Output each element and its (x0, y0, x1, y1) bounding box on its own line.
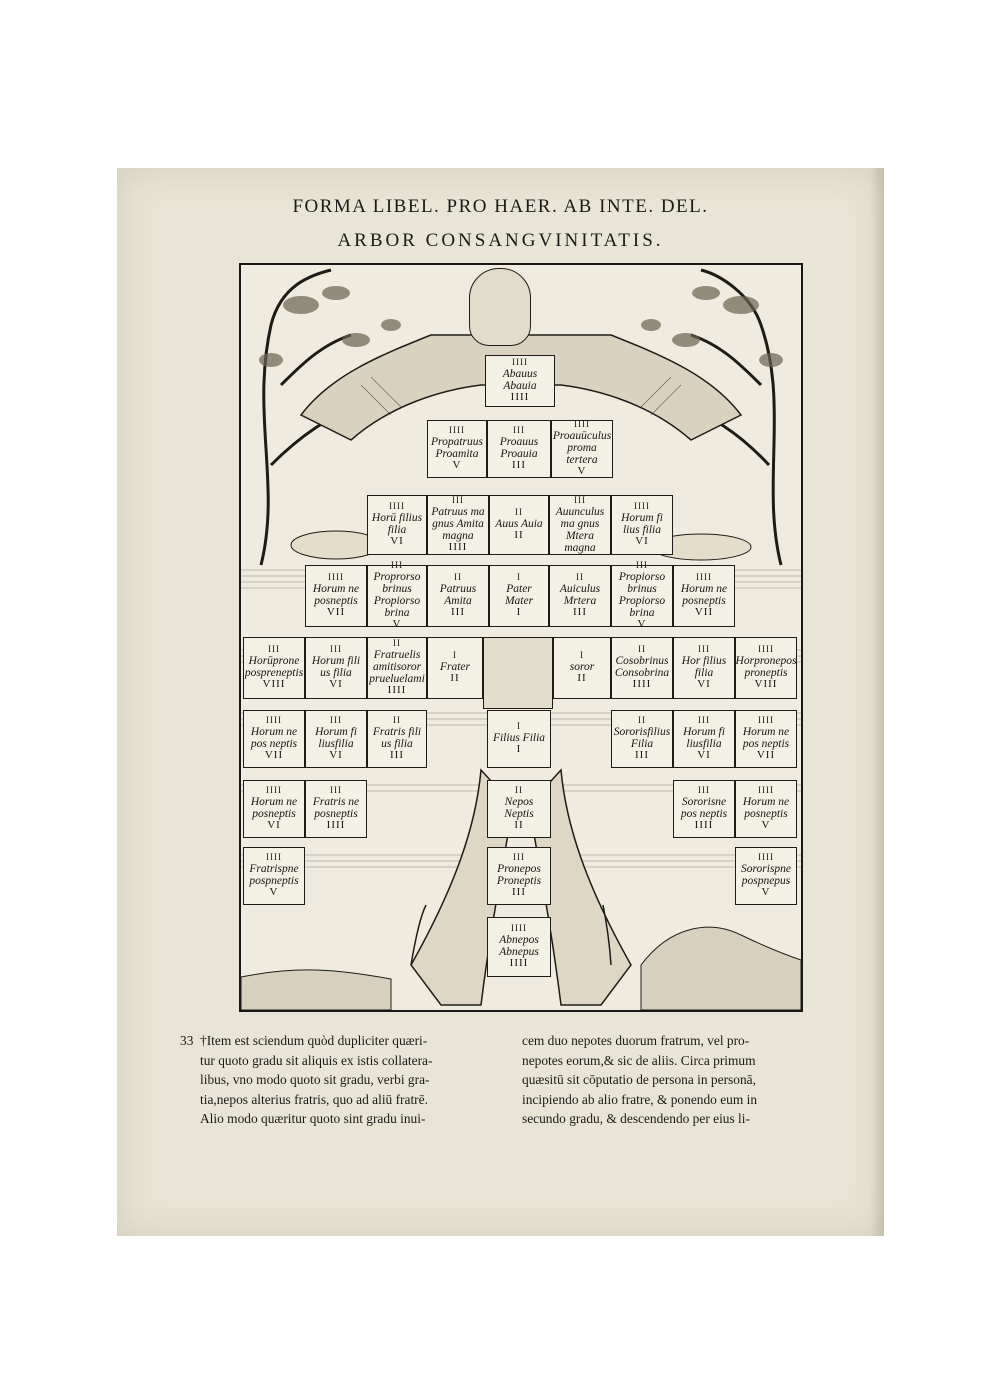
tree-box-row3-6: III Propiorso brinus Propiorso brina V (611, 565, 673, 627)
tree-box-row5-5: II Sororisfilius Filia III (611, 710, 673, 768)
running-header: FORMA LIBEL. PRO HAER. AB INTE. DEL. (292, 196, 709, 217)
tree-box-row5-1: IIII Horum ne pos neptis VII (243, 710, 305, 768)
tree-box-row6-3: II Nepos Neptis II (487, 780, 551, 838)
tree-box-row2-5: IIII Horum fi lius filia VI (611, 495, 673, 555)
text-line: tia,nepos alterius fratris, quo ad aliū fratrē. (200, 1091, 428, 1107)
tree-box-row7-1: IIII Fratrispne pospneptis V (243, 847, 305, 905)
tree-box-abauus: IIII Abauus Abauia IIII (485, 355, 555, 407)
tree-box-row2-4: III Auunculus ma gnus Mtera magna (549, 495, 611, 555)
tree-box-row1-3: IIII Proauūculus proma tertera V (552, 419, 612, 478)
tree-box-row1-2: III Proauus Proauia III (487, 420, 551, 478)
tree-box-row3-5: II Auiculus Mrtera III (549, 565, 611, 627)
tree-box-row5-6: III Horum fi liusfilia VI (673, 710, 735, 768)
tree-box-row6-5: IIII Horum ne posneptis V (735, 780, 797, 838)
text-line: libus, vno modo quoto sit gradu, verbi gra- (200, 1072, 430, 1087)
tree-box-row5-4: I Filius Filia I (487, 710, 551, 768)
tree-box-row5-3: II Fratris fili us filia III (367, 710, 427, 768)
tree-box-row4-2: III Horum fili us filia VI (305, 637, 367, 699)
tree-box-row6-4: III Sororisne pos neptis IIII (673, 780, 735, 838)
tree-box-row4-6: II Cosobrinus Consobrina IIII (611, 637, 673, 699)
tree-box-row6-1: IIII Horum ne posneptis VI (243, 780, 305, 838)
text-line: tur quoto gradu sit aliquis ex istis collatera- (200, 1052, 433, 1068)
tree-box-abnepos: IIII Abnepos Abnepus IIII (487, 917, 551, 977)
tree-box-row5-2: III Horum fi liusfilia VI (305, 710, 367, 768)
figure-title: ARBOR CONSANGVINITATIS. (337, 230, 664, 251)
consanguinity-tree-woodcut (239, 263, 803, 1012)
tree-box-row4-1: III Horūprone pospreneptis VIII (243, 637, 305, 699)
text-line: nepotes eorum,& sic de aliis. Circa primum (522, 1052, 756, 1068)
tree-box-row3-4: I Pater Mater I (489, 565, 549, 627)
text-line: cem duo nepotes duorum fratrum, vel pro- (522, 1033, 750, 1048)
self-face-illustration (483, 637, 553, 709)
tree-box-row2-1: IIII Horū filius filia VI (367, 495, 427, 555)
tree-box-row4-8: IIII Horpronepos proneptis VIII (735, 637, 797, 699)
tree-box-row7-3: IIII Sororispne pospnepus V (735, 847, 797, 905)
tree-box-row2-3: II Auus Auia II (489, 495, 549, 555)
body-text-right-column (522, 1031, 822, 1129)
tree-box-row3-1: IIII Horum ne posneptis VII (305, 565, 367, 627)
tree-box-row3-7: IIII Horum ne posneptis VII (673, 565, 735, 627)
tree-box-row1-1: IIII Propatruus Proamita V (427, 420, 487, 478)
tree-box-row3-2: III Proprorso brinus Propiorso brina V (367, 565, 427, 627)
tree-box-row4-5: I soror II (553, 637, 611, 699)
book-page (117, 168, 884, 1236)
tree-box-row5-7: IIII Horum ne pos neptis VII (735, 710, 797, 768)
tree-box-row6-2: III Fratris ne posneptis IIII (305, 780, 367, 838)
body-text-left-column (180, 1031, 485, 1129)
tree-box-row4-4: I Frater II (427, 637, 483, 699)
text-line: Alio modo quæritur quoto sint gradu inui- (200, 1111, 426, 1126)
paragraph-number: 33 (180, 1033, 194, 1048)
tree-box-row2-2: III Patruus ma gnus Amita magna IIII (427, 495, 489, 555)
tree-box-row4-7: III Hor filius filia VI (673, 637, 735, 699)
text-line: incipiendo ab alio fratre, & ponendo eum in (522, 1091, 758, 1107)
text-line: secundo gradu, & descendendo per eius li- (522, 1111, 750, 1126)
text-line: †Item est sciendum quòd dupliciter quæri- (200, 1033, 428, 1048)
tree-box-row4-3: II Fratruelis amitisoror prueluelami IIII (367, 637, 427, 699)
text-line: quæsitū sit cōputatio de persona in personā, (522, 1072, 756, 1087)
ancestor-face-illustration (469, 268, 531, 346)
tree-box-row7-2: III Pronepos Proneptis III (487, 847, 551, 905)
tree-box-row3-3: II Patruus Amita III (427, 565, 489, 627)
